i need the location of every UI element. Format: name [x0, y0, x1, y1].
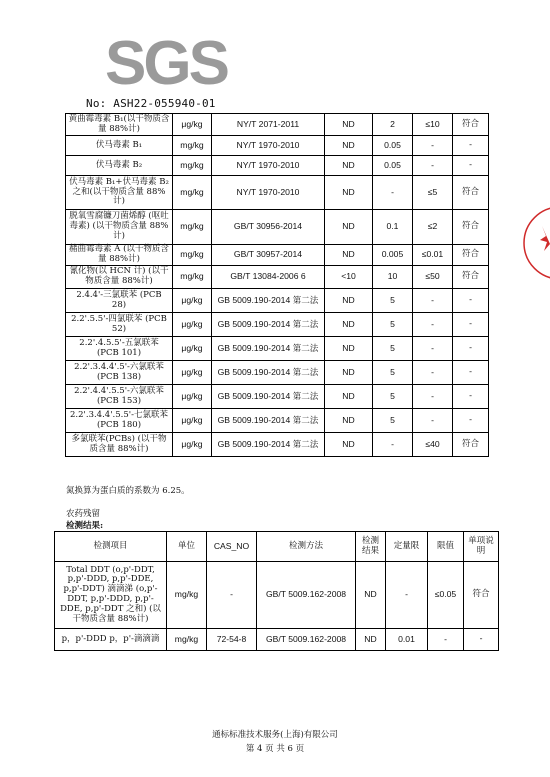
table-row	[66, 361, 489, 385]
cell-loq: -	[373, 176, 413, 210]
cell-loq: 5	[373, 337, 413, 361]
cell-verdict: -	[453, 313, 489, 337]
cell-limit: -	[428, 629, 464, 651]
header-verdict: 单项说明	[464, 532, 499, 562]
cell-unit: mg/kg	[173, 210, 212, 245]
cell-result: ND	[325, 176, 373, 210]
cell-loq: 2	[373, 114, 413, 136]
cell-loq: 5	[373, 313, 413, 337]
cell-verdict: -	[453, 136, 489, 156]
sgs-logo	[103, 29, 227, 98]
table-row	[66, 210, 489, 245]
table-row	[66, 176, 489, 210]
cell-limit: ≤50	[413, 266, 453, 289]
cell-limit: -	[413, 337, 453, 361]
cell-loq: 10	[373, 266, 413, 289]
table-row	[66, 385, 489, 409]
cell-limit: ≤0.05	[428, 562, 464, 629]
cell-verdict: 符合	[453, 176, 489, 210]
table-row	[66, 156, 489, 176]
cell-unit: μg/kg	[173, 114, 212, 136]
cell-verdict: -	[453, 385, 489, 409]
cell-item: 伏马毒素 B₂	[66, 156, 173, 176]
protein-factor-note: 氮换算为蛋白质的系数为 6.25。	[66, 486, 190, 496]
cell-limit: ≤40	[413, 433, 453, 457]
cell-loq: -	[386, 562, 428, 629]
cell-item: p，p'-DDD p，p'-滴滴滴	[55, 629, 167, 651]
cell-verdict: 符合	[453, 266, 489, 289]
cell-loq: 0.05	[373, 156, 413, 176]
footer-page-number: 第 4 页 共 6 页	[245, 744, 305, 754]
header-result: 检测结果	[356, 532, 386, 562]
cell-cas: 72-54-8	[207, 629, 257, 651]
cell-result: ND	[325, 156, 373, 176]
table-row	[66, 245, 489, 266]
cell-result: ND	[325, 114, 373, 136]
cell-unit: μg/kg	[173, 385, 212, 409]
cell-result: ND	[325, 313, 373, 337]
cell-unit: μg/kg	[173, 433, 212, 457]
table-row	[66, 409, 489, 433]
cell-loq: 5	[373, 385, 413, 409]
cell-result: ND	[356, 629, 386, 651]
cell-result: ND	[325, 289, 373, 313]
cell-loq: 0.005	[373, 245, 413, 266]
cell-limit: -	[413, 313, 453, 337]
cell-unit: μg/kg	[173, 337, 212, 361]
header-loq: 定量限	[386, 532, 428, 562]
header-method: 检测方法	[257, 532, 356, 562]
table-header-row	[55, 532, 499, 562]
cell-limit: ≤10	[413, 114, 453, 136]
cell-item: 伏马毒素 B₁+伏马毒素 B₂之和(以干物质含量 88%计)	[66, 176, 173, 210]
cell-loq: 0.1	[373, 210, 413, 245]
table-row	[66, 313, 489, 337]
cell-unit: mg/kg	[173, 266, 212, 289]
cell-method: GB 5009.190-2014 第二法	[212, 409, 325, 433]
results-table-1	[65, 113, 489, 457]
cell-unit: mg/kg	[167, 629, 207, 651]
cell-item: Total DDT (o,p'-DDT, p,p'-DDD, p,p'-DDE, p,p'-DDT) 滴滴涕 (o,p'-DDT, p,p'-DDD, p,p'-DDE, p,p'-DDT 之和) (以干物质含量 88%计)	[55, 562, 167, 629]
cell-result: ND	[325, 385, 373, 409]
cell-result: ND	[325, 337, 373, 361]
cell-method: GB/T 30957-2014	[212, 245, 325, 266]
cell-unit: mg/kg	[173, 136, 212, 156]
cell-method: GB 5009.190-2014 第二法	[212, 385, 325, 409]
sgs-logo-text: SGS	[105, 29, 227, 98]
cell-cas: -	[207, 562, 257, 629]
cell-verdict: -	[453, 409, 489, 433]
cell-limit: -	[413, 289, 453, 313]
cell-unit: μg/kg	[173, 361, 212, 385]
cell-result: ND	[325, 136, 373, 156]
cell-item: 2.4.4'-三氯联苯 (PCB 28)	[66, 289, 173, 313]
cell-loq: 0.01	[386, 629, 428, 651]
table-row	[66, 337, 489, 361]
cell-loq: -	[373, 433, 413, 457]
cell-unit: mg/kg	[173, 156, 212, 176]
cell-item: 赭曲霉毒素 A (以干物质含量 88%计)	[66, 245, 173, 266]
cell-method: GB 5009.190-2014 第二法	[212, 313, 325, 337]
cell-method: GB 5009.190-2014 第二法	[212, 337, 325, 361]
table-row	[66, 136, 489, 156]
cell-limit: -	[413, 361, 453, 385]
cell-result: <10	[325, 266, 373, 289]
table-row	[55, 562, 499, 629]
cell-result: ND	[325, 361, 373, 385]
cell-result: ND	[325, 433, 373, 457]
cell-item: 脱氧雪腐镰刀菌烯醇 (呕吐毒素) (以干物质含量 88%计)	[66, 210, 173, 245]
cell-item: 2.2'.3.4.4'.5.5'-七氯联苯 (PCB 180)	[66, 409, 173, 433]
cell-verdict: -	[464, 629, 499, 651]
cell-loq: 5	[373, 289, 413, 313]
header-limit: 限值	[428, 532, 464, 562]
cell-item: 2.2'.4.5.5'-五氯联苯 (PCB 101)	[66, 337, 173, 361]
cell-unit: μg/kg	[173, 289, 212, 313]
section-subtitle: 检测结果:	[66, 521, 104, 531]
cell-loq: 5	[373, 409, 413, 433]
cell-limit: -	[413, 385, 453, 409]
table-row	[66, 289, 489, 313]
header-item: 检测项目	[55, 532, 167, 562]
document-number: No: ASH22-055940-01	[86, 97, 216, 110]
cell-verdict: 符合	[453, 210, 489, 245]
cell-unit: mg/kg	[167, 562, 207, 629]
cell-unit: μg/kg	[173, 409, 212, 433]
cell-verdict: 符合	[464, 562, 499, 629]
cell-method: GB 5009.190-2014 第二法	[212, 433, 325, 457]
table-row	[66, 266, 489, 289]
cell-result: ND	[325, 409, 373, 433]
cell-item: 伏马毒素 B₁	[66, 136, 173, 156]
cell-limit: ≤2	[413, 210, 453, 245]
cell-item: 2.2'.5.5'-四氯联苯 (PCB 52)	[66, 313, 173, 337]
cell-method: NY/T 1970-2010	[212, 136, 325, 156]
cell-method: GB/T 5009.162-2008	[257, 562, 356, 629]
cell-limit: -	[413, 156, 453, 176]
cell-method: GB/T 5009.162-2008	[257, 629, 356, 651]
table-row	[66, 433, 489, 457]
header-unit: 单位	[167, 532, 207, 562]
cell-limit: ≤5	[413, 176, 453, 210]
cell-loq: 0.05	[373, 136, 413, 156]
cell-unit: μg/kg	[173, 313, 212, 337]
pesticide-results-table	[54, 531, 499, 651]
cell-item: 氰化物(以 HCN 计) (以干物质含量 88%计)	[66, 266, 173, 289]
footer-company: 通标标准技术服务(上海)有限公司	[212, 730, 338, 740]
cell-item: 2.2'.3.4.4'.5'-六氯联苯 (PCB 138)	[66, 361, 173, 385]
cell-result: ND	[325, 245, 373, 266]
cell-method: NY/T 1970-2010	[212, 156, 325, 176]
cell-limit: -	[413, 409, 453, 433]
cell-method: GB 5009.190-2014 第二法	[212, 289, 325, 313]
table-row	[66, 114, 489, 136]
cell-method: NY/T 1970-2010	[212, 176, 325, 210]
cell-item: 黄曲霉毒素 B₁(以干物质含量 88%计)	[66, 114, 173, 136]
table-row	[55, 629, 499, 651]
cell-result: ND	[356, 562, 386, 629]
section-title: 农药残留	[66, 509, 101, 519]
cell-unit: mg/kg	[173, 245, 212, 266]
cell-method: GB/T 30956-2014	[212, 210, 325, 245]
cell-item: 多氯联苯(PCBs) (以干物质含量 88%计)	[66, 433, 173, 457]
cell-verdict: -	[453, 337, 489, 361]
cell-method: GB/T 13084-2006 6	[212, 266, 325, 289]
cell-item: 2.2'.4.4'.5.5'-六氯联苯 (PCB 153)	[66, 385, 173, 409]
cell-verdict: -	[453, 156, 489, 176]
cell-method: NY/T 2071-2011	[212, 114, 325, 136]
cell-verdict: -	[453, 361, 489, 385]
cell-verdict: 符合	[453, 433, 489, 457]
cell-verdict: 符合	[453, 114, 489, 136]
cell-verdict: -	[453, 289, 489, 313]
header-cas: CAS_NO	[207, 532, 257, 562]
cell-method: GB 5009.190-2014 第二法	[212, 361, 325, 385]
company-stamp	[520, 188, 550, 298]
cell-verdict: 符合	[453, 245, 489, 266]
cell-limit: ≤0.01	[413, 245, 453, 266]
cell-limit: -	[413, 136, 453, 156]
cell-unit: mg/kg	[173, 176, 212, 210]
cell-loq: 5	[373, 361, 413, 385]
cell-result: ND	[325, 210, 373, 245]
